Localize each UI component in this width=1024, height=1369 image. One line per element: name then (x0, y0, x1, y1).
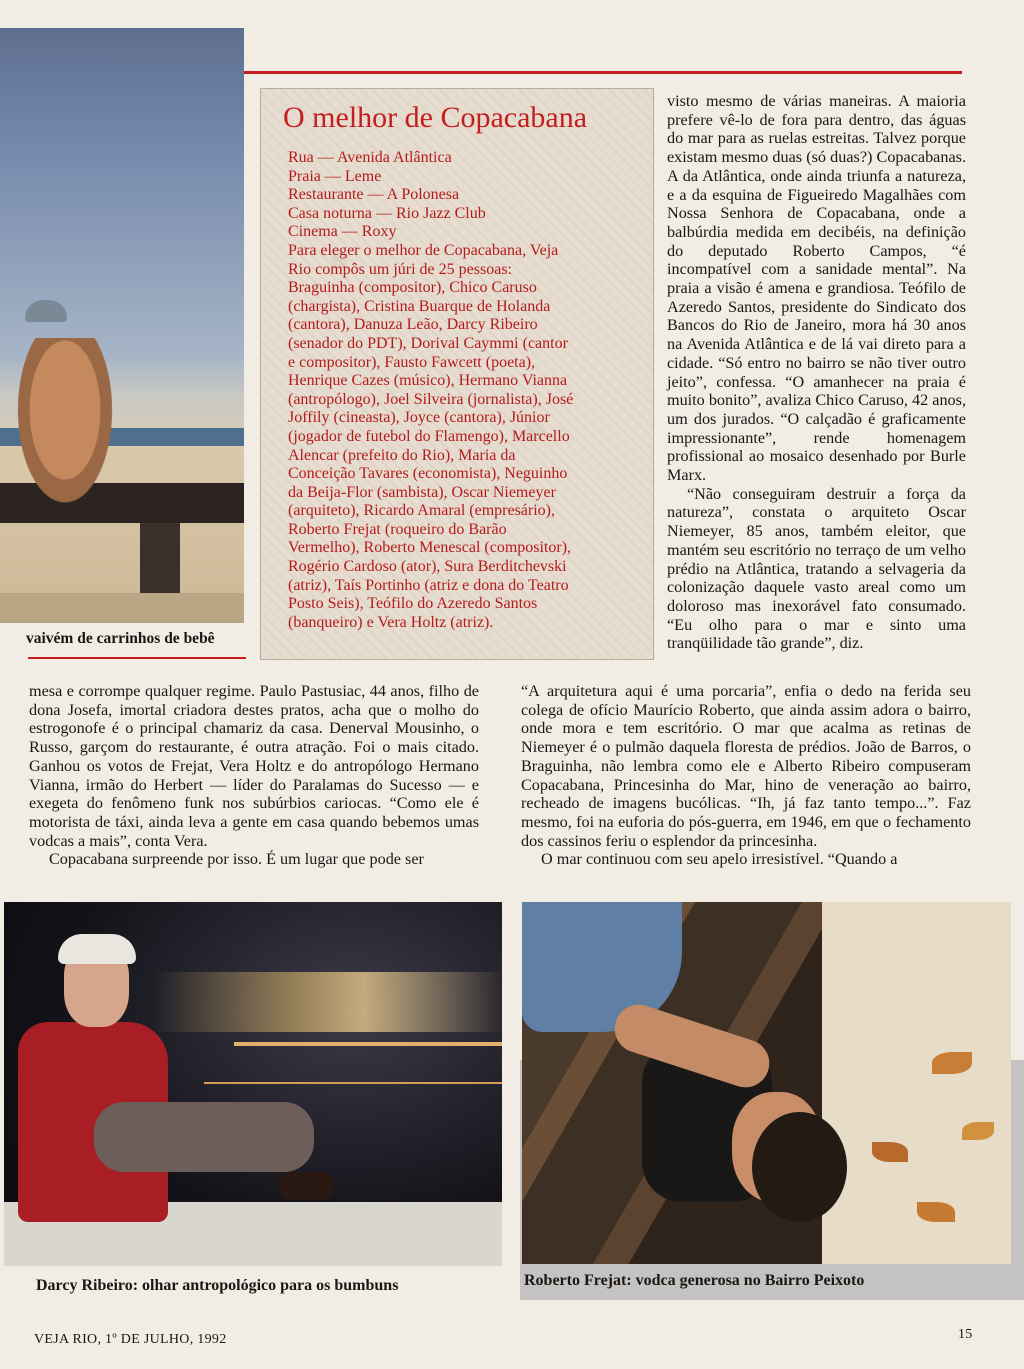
jury-line: Roberto Frejat (roqueiro do Barão (288, 520, 507, 538)
paragraph: “A arquitetura aqui é uma porcaria”, enfia o dedo na ferida seu colega de ofício Maurício Roberto, que ainda assim adora o bairro, onde mora e tem escritório. O mar que acalma as retinas de Niemeyer é o pulmão daquela floresta de prédios. João de Barros, o Braguinha, não lembra como ele e Alberto Ribeiro compuseram Copacabana, Princesinha do Mar, hino de veneração ao bairro, recheado de imagens bucólicas. “Ih, já faz tanto tempo...”. Faz mesmo, foi na euforia do pós-guerra, em 1946, em que o fechamento dos cassinos feriu o esplendor da princesinha. (521, 682, 971, 850)
jury-line: da Beija-Flor (sambista), Oscar Niemeyer (288, 483, 556, 501)
leaf (962, 1122, 994, 1140)
darcy-ribeiro-photo (4, 902, 502, 1266)
paragraph: mesa e corrompe qualquer regime. Paulo Pastusiac, 44 anos, filho de dona Josefa, imortal criadora destes pratos, acha que o molho do estrogonofe é o principal chamariz da casa. Denerval Mousinho, o Russo, garçom do restaurante, é outra atração. Foi o mais citado. Ganhou os votos de Frejat, Vera Holtz e do antropólogo Hermano Vianna, irmão do Herbert — líder do Paralamas do Sucesso — e exegeta do fenômeno funk nos subúrbios cariocas. “Como ele é motorista de táxi, ainda leva a gente em casa quando bebemos umas vodcas a mais”, conta Vera. (29, 682, 479, 850)
jury-line: (atriz), Taís Portinho (atriz e dona do Teatro (288, 576, 569, 594)
sidebar-item-street: Rua — Avenida Atlântica (288, 149, 452, 166)
jury-line: (cantora), Danuza Leão, Darcy Ribeiro (288, 316, 538, 334)
beach-photo (0, 28, 244, 623)
jury-line: Joffily (cineasta), Joyce (cantora), Júnior (288, 409, 550, 427)
leaf (917, 1202, 955, 1222)
page-number: 15 (958, 1327, 973, 1342)
header-rule (244, 71, 962, 74)
sidebar-item-cinema: Cinema — Roxy (288, 223, 397, 241)
jury-line: (senador do PDT), Dorival Caymmi (cantor (288, 334, 568, 352)
jury-line: (chargista), Cristina Buarque de Holanda (288, 297, 551, 315)
caption-frejat: Roberto Frejat: vodca generosa no Bairro Peixoto (524, 1272, 865, 1289)
jury-line: Posto Seis), Teófilo do Azeredo Santos (288, 595, 538, 613)
jury-line: (antropólogo), Joel Silveira (jornalista), José (288, 390, 574, 408)
best-of-copacabana-box (260, 88, 654, 660)
hair (752, 1112, 847, 1222)
jury-line: Para eleger o melhor de Copacabana, Veja (288, 241, 559, 259)
article-left-column (29, 682, 479, 869)
jury-line: Rogério Cardoso (ator), Sura Berditchevski (288, 558, 567, 576)
jury-line: (banqueiro) e Vera Holtz (atriz). (288, 613, 494, 631)
jury-line: e compositor), Fausto Fawcett (poeta), (288, 353, 536, 371)
shoe (279, 1172, 334, 1200)
paragraph: Copacabana surpreende por isso. É um lugar que pode ser (49, 850, 424, 869)
article-middle-column (521, 682, 971, 869)
caption-darcy: Darcy Ribeiro: olhar antropológico para os bumbuns (36, 1277, 399, 1294)
leaf (932, 1052, 972, 1074)
sidebar-list (288, 149, 620, 632)
jury-text (288, 242, 620, 632)
leaf (872, 1142, 908, 1162)
sidebar-item-beach: Praia — Leme (288, 167, 382, 185)
caption-rule (28, 657, 246, 659)
jury-line: Braguinha (compositor), Chico Caruso (288, 279, 537, 297)
caption-top-photo: vaivém de carrinhos de bebê (26, 630, 215, 647)
article-right-column (667, 92, 966, 653)
sunbather-figure (10, 338, 120, 518)
jury-line: (arquiteto), Ricardo Amaral (empresário), (288, 502, 555, 520)
paragraph: visto mesmo de várias maneiras. A maioria prefere vê-lo de fora para dentro, das águas do mar para as ruelas estreitas. Talvez porque existam mesmo duas (só duas?) Copacabanas. A da Atlântica, onde ainda triunfa a natureza, e a da esquina de Figueiredo Magalhães com Nossa Senhora de Copacabana, onde a balbúrdia medida em decibéis, na definição do deputado Roberto Campos, “é incompatível com a sanidade mental”. Na praia a visão é amena e grandiosa. Teófilo de Azeredo Santos, presidente do Sindicato dos Bancos do Rio de Janeiro, mora há 30 anos na Avenida Atlântica e de lá vai direto para a cidade. “Só entro no bairro se não tiver outro jeito”, confessa. “O amanhecer na praia é muito bonito”, avaliza Chico Caruso, 42 anos, um dos jurados. “O calçadão é graficamente impressionante”, rende homenagem profissional ao mosaico desenhado por Burle Marx. (667, 92, 966, 485)
sidebar-title: O melhor de Copacabana (283, 101, 588, 134)
jury-line: Henrique Cazes (músico), Hermano Vianna (288, 372, 568, 390)
paragraph: “Não conseguiram destruir a força da natureza”, constata o arquiteto Oscar Niemeyer, 85 anos, também eleitor, que mantém seu escritório no terraço de um velho prédio na Atlântica, tratando a selvageria da colonização daquele vasto areal como um doloroso mas inexorável fato consumado. “Eu olho para o mar e sinto uma tranqüilidade tão grande”, diz. (667, 484, 966, 653)
sidebar-item-nightclub: Casa noturna — Rio Jazz Club (288, 204, 486, 222)
jury-line: Conceição Tavares (economista), Neguinho (288, 465, 568, 483)
publication-footer: VEJA RIO, 1º DE JULHO, 1992 (34, 1332, 227, 1347)
cap (25, 300, 67, 322)
roberto-frejat-photo (522, 902, 1011, 1264)
paragraph: O mar continuou com seu apelo irresistível. “Quando a (541, 850, 898, 869)
jury-line: Alencar (prefeito do Rio), Maria da (288, 446, 516, 464)
jury-line: Vermelho), Roberto Menescal (compositor), (288, 539, 572, 557)
trousers (94, 1102, 314, 1172)
sidebar-item-restaurant: Restaurante — A Polonesa (288, 186, 460, 204)
jury-line: Rio compôs um júri de 25 pessoas: (288, 260, 512, 278)
jury-line: (jogador de futebol do Flamengo), Marcello (288, 427, 570, 445)
